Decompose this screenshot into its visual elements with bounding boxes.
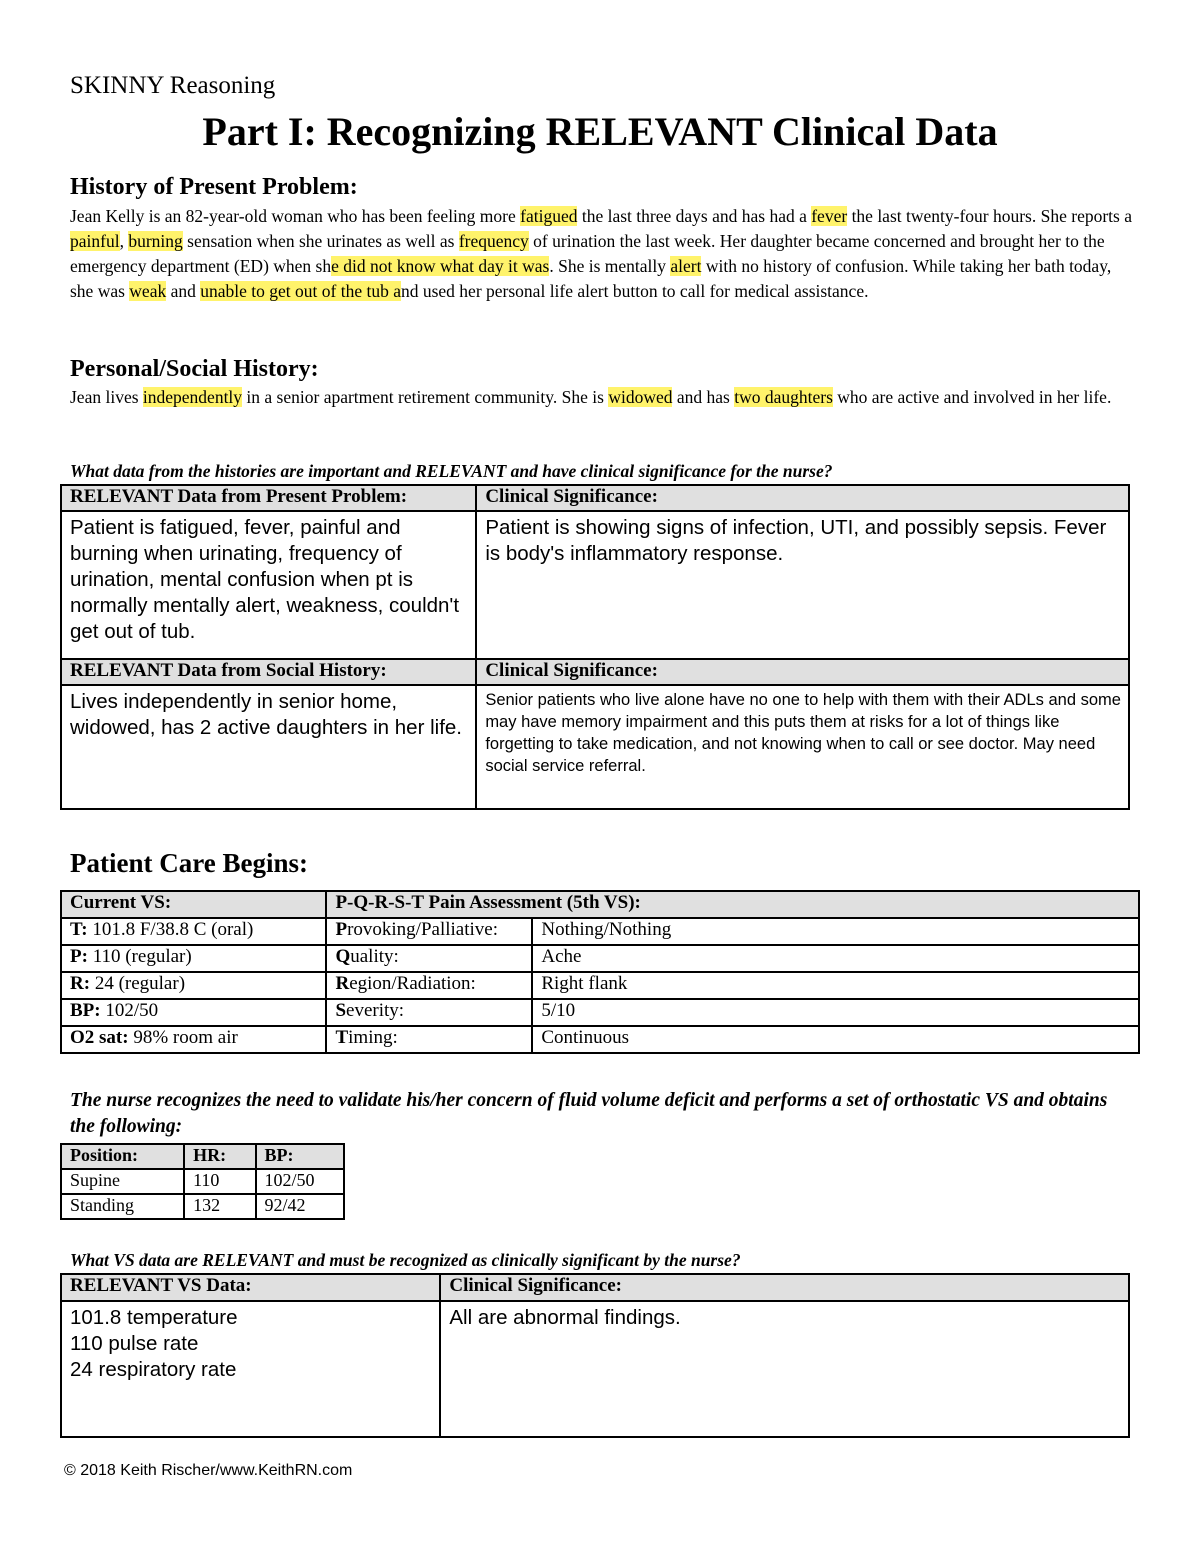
social-history-text-run: Jean lives [70, 387, 143, 407]
orthostatic-question: The nurse recognizes the need to validate his/her concern of fluid volume deficit and performs a set of orthostatic VS and obtains the following: [70, 1090, 1108, 1137]
current-vs-header: Current VS: [61, 891, 326, 918]
present-problem-highlight: e did not know what day it was [331, 256, 550, 276]
pain-criterion-cell [326, 972, 532, 999]
vs-data-line: 110 pulse rate [70, 1332, 199, 1355]
bp-header: BP: [256, 1144, 344, 1169]
vs-label: O2 sat: [70, 1027, 129, 1048]
social-history-highlight: two daughters [734, 387, 833, 407]
supine-hr: 110 [184, 1169, 255, 1194]
vs-data-header: RELEVANT VS Data: [61, 1274, 440, 1301]
present-problem-text-run: nd used her personal life alert button to call for medical assistance. [400, 281, 869, 301]
present-problem-highlight: fever [811, 206, 848, 226]
vs-data-cell[interactable] [61, 1301, 440, 1437]
pain-criterion-label: everity: [346, 1000, 405, 1021]
present-problem-highlight: weak [129, 281, 167, 301]
pain-value-cell[interactable]: 5/10 [532, 999, 1139, 1026]
current-vs-cell [61, 918, 326, 945]
pain-criterion-cell [326, 1026, 532, 1053]
vs-data-line: 24 respiratory rate [70, 1358, 237, 1381]
relevant-data-table [60, 484, 1130, 810]
current-vs-cell [61, 945, 326, 972]
present-significance-cell[interactable]: Patient is showing signs of infection, UTI, and possibly sepsis. Fever is body's inflammatory response. [476, 511, 1129, 659]
present-problem-text-run: of urination the last week. Her daughter became concerned and brought her to the emergency department (ED) when sh [70, 231, 1105, 276]
orthostatic-table [60, 1143, 345, 1220]
present-problem-highlight: burning [128, 231, 183, 251]
standing-position: Standing [61, 1194, 184, 1219]
pain-criterion-label: uality: [350, 946, 399, 967]
present-problem-heading: History of Present Problem: [70, 174, 358, 200]
social-history-highlight: independently [142, 387, 243, 407]
social-history-text-run: who are active and involved in her life. [832, 387, 1112, 407]
copyright-footer: © 2018 Keith Rischer/www.KeithRN.com [64, 1462, 353, 1479]
vs-label: P: [70, 946, 88, 967]
vs-row [61, 972, 1139, 999]
present-problem-text-run: . She is mentally [549, 256, 671, 276]
social-history-heading: Personal/Social History: [70, 356, 319, 382]
pain-criterion-initial: R [335, 973, 350, 994]
present-data-cell[interactable]: Patient is fatigued, fever, painful and burning when urinating, frequency of urination, mental confusion when pt is normally mentally alert, weakness, couldn't get out of tub. [61, 511, 476, 659]
social-history-text [70, 385, 1132, 410]
vs-row [61, 1026, 1139, 1053]
present-problem-text-run: with no history of confusion. While taking her bath today, she was [70, 256, 1112, 301]
vs-significance-cell[interactable]: All are abnormal findings. [440, 1301, 1129, 1437]
page-title: Part I: Recognizing RELEVANT Clinical Data [202, 109, 998, 154]
vs-label: BP: [70, 1000, 101, 1021]
current-vs-cell [61, 972, 326, 999]
supine-bp: 102/50 [256, 1169, 344, 1194]
pain-criterion-initial: S [335, 1000, 347, 1021]
pain-assessment-header: P-Q-R-S-T Pain Assessment (5th VS): [326, 891, 1139, 918]
pain-value-cell[interactable]: Right flank [532, 972, 1139, 999]
vs-value: 101.8 F/38.8 C (oral) [87, 919, 254, 940]
social-significance-header: Clinical Significance: [476, 659, 1129, 685]
pain-criterion-cell [326, 999, 532, 1026]
current-vs-cell [61, 1026, 326, 1053]
vs-relevant-question: What VS data are RELEVANT and must be recognized as clinically significant by the nurse? [70, 1250, 741, 1270]
pain-criterion-label: iming: [348, 1027, 398, 1048]
supine-position: Supine [61, 1169, 184, 1194]
pain-criterion-label: rovoking/Palliative: [347, 919, 498, 940]
pain-value-cell[interactable]: Continuous [532, 1026, 1139, 1053]
pain-criterion-cell [326, 945, 532, 972]
pain-criterion-label: egion/Radiation: [349, 973, 476, 994]
vs-significance-header: Clinical Significance: [440, 1274, 1129, 1301]
present-data-header: RELEVANT Data from Present Problem: [61, 485, 476, 511]
vs-data-line: 101.8 temperature [70, 1306, 238, 1329]
present-problem-highlight: alert [670, 256, 702, 276]
patient-care-heading: Patient Care Begins: [70, 848, 308, 878]
hr-header: HR: [184, 1144, 255, 1169]
present-problem-text [70, 204, 1132, 304]
social-history-text-run: and has [672, 387, 735, 407]
pain-value-cell[interactable]: Nothing/Nothing [532, 918, 1139, 945]
present-problem-text-run: Jean Kelly is an 82-year-old woman who has been feeling more [70, 206, 521, 226]
vs-row [61, 999, 1139, 1026]
position-header: Position: [61, 1144, 184, 1169]
present-problem-highlight: painful [70, 231, 120, 251]
vs-row [61, 918, 1139, 945]
standing-bp: 92/42 [256, 1194, 344, 1219]
social-history-highlight: widowed [608, 387, 673, 407]
social-history-text-run: in a senior apartment retirement community. She is [242, 387, 609, 407]
vital-signs-table [60, 890, 1140, 1054]
present-problem-highlight: fatigued [520, 206, 578, 226]
social-data-header: RELEVANT Data from Social History: [61, 659, 476, 685]
vs-value: 98% room air [128, 1027, 238, 1048]
document-kicker: SKINNY Reasoning [70, 72, 276, 99]
standing-hr: 132 [184, 1194, 255, 1219]
pain-criterion-initial: P [335, 919, 348, 940]
present-problem-highlight: frequency [458, 231, 529, 251]
present-problem-text-run: sensation when she urinates as well as [182, 231, 459, 251]
social-data-cell[interactable]: Lives independently in senior home, widowed, has 2 active daughters in her life. [61, 685, 476, 809]
vs-value: 102/50 [100, 1000, 159, 1021]
relevant-data-question: What data from the histories are important and RELEVANT and have clinical significance for the nurse? [70, 461, 833, 481]
vs-label: R: [70, 973, 91, 994]
present-problem-text-run: the last three days and has had a [577, 206, 812, 226]
pain-criterion-initial: Q [335, 946, 351, 967]
vs-relevant-table [60, 1273, 1130, 1438]
present-problem-highlight: unable to get out of the tub a [200, 281, 401, 301]
pain-criterion-initial: T [335, 1027, 349, 1048]
present-problem-text-run: and [166, 281, 201, 301]
pain-value-cell[interactable]: Ache [532, 945, 1139, 972]
current-vs-cell [61, 999, 326, 1026]
present-problem-text-run: the last twenty-four hours. She reports a [847, 206, 1132, 226]
vs-row [61, 945, 1139, 972]
social-significance-cell[interactable]: Senior patients who live alone have no one to help with them with their ADLs and some may have memory impairment and this puts them at risks for a lot of things like forgetting to take medication, and not knowing when to call or see doctor. May need social service referral. [476, 685, 1129, 809]
present-problem-text-run: , [119, 231, 129, 251]
vs-value: 110 (regular) [87, 946, 192, 967]
vs-value: 24 (regular) [90, 973, 186, 994]
pain-criterion-cell [326, 918, 532, 945]
present-significance-header: Clinical Significance: [476, 485, 1129, 511]
vs-label: T: [70, 919, 88, 940]
